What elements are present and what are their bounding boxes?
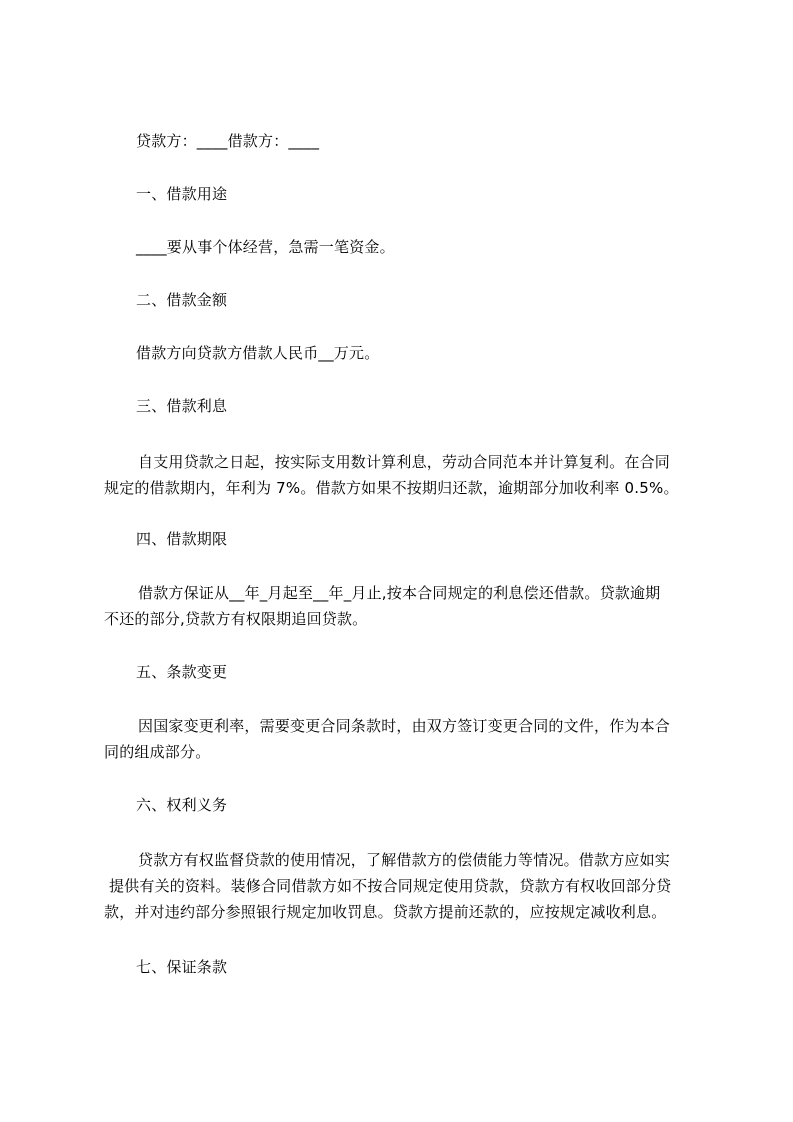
section-heading-purpose: 一、借款用途	[136, 185, 228, 203]
paragraph-line: 同的组成部分。	[104, 743, 211, 761]
section-heading-rights: 六、权利义务	[136, 796, 228, 814]
paragraph-line: 因国家变更利率，需要变更合同条款时，由双方签订变更合同的文件，作为本合	[138, 717, 671, 735]
section-body-term	[104, 580, 700, 632]
paragraph-line: 规定的借款期内，年利为 7%。借款方如果不按期归还款，逾期部分加收利率 0.5%。	[104, 479, 679, 497]
section-body-rights	[104, 847, 700, 925]
paragraph-line: 借款方保证从__年_月起至__年_月止,按本合同规定的利息偿还借款。贷款逾期	[138, 584, 661, 602]
paragraph-line: 不还的部分,贷款方有权限期追回贷款。	[104, 610, 368, 628]
section-body-interest	[104, 449, 700, 501]
section-body-amount: 借款方向贷款方借款人民币__万元。	[136, 344, 380, 362]
section-body-changes	[104, 713, 700, 765]
section-body-purpose: ____要从事个体经营，急需一笔资金。	[136, 238, 395, 256]
paragraph-line: 自支用贷款之日起，按实际支用数计算利息，劳动合同范本并计算复利。在合同	[138, 453, 671, 471]
section-heading-interest: 三、借款利息	[136, 397, 228, 415]
section-heading-guarantee: 七、保证条款	[136, 958, 228, 976]
section-heading-amount: 二、借款金额	[136, 291, 228, 309]
paragraph-line: 贷款方有权监督贷款的使用情况，了解借款方的偿债能力等情况。借款方应如实	[138, 851, 671, 869]
paragraph-line: 款，并对违约部分参照银行规定加收罚息。贷款方提前还款的，应按规定减收利息。	[104, 903, 667, 921]
section-heading-term: 四、借款期限	[136, 530, 228, 548]
section-heading-changes: 五、条款变更	[136, 663, 228, 681]
parties-line: 贷款方：____借款方：____	[136, 132, 320, 150]
paragraph-line: 提供有关的资料。装修合同借款方如不按合同规定使用贷款，贷款方有权收回部分贷	[104, 877, 672, 895]
